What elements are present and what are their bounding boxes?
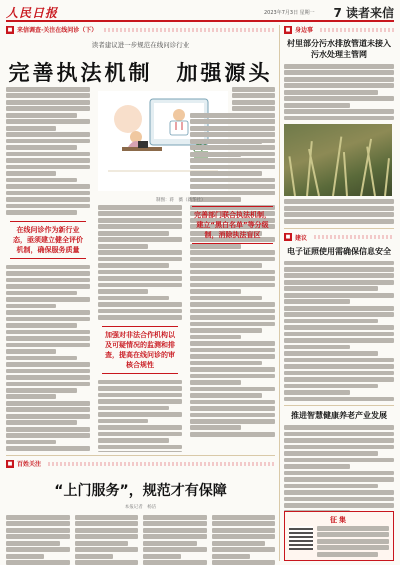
text-line <box>143 547 207 552</box>
text-line <box>6 323 77 328</box>
body-text-lines <box>75 515 139 565</box>
text-line <box>232 93 275 98</box>
text-line <box>317 552 378 557</box>
text-line <box>190 171 262 176</box>
text-line <box>190 348 275 353</box>
text-line <box>6 330 90 335</box>
text-line <box>98 380 182 385</box>
text-line <box>6 310 90 315</box>
text-line <box>190 367 275 372</box>
text-line <box>284 358 394 363</box>
text-line <box>6 554 44 559</box>
text-line <box>6 191 90 196</box>
text-line <box>284 338 394 343</box>
text-line <box>317 532 389 537</box>
text-line <box>317 526 389 531</box>
text-line <box>6 362 90 367</box>
text-line <box>143 554 181 559</box>
pull-quote-2: 完善部门联合执法机制，建立“黑白名单”等分级制，消除执法盲区 <box>192 206 273 244</box>
text-line <box>6 126 56 131</box>
text-line <box>190 289 241 294</box>
text-line <box>6 278 90 283</box>
text-line <box>284 299 350 304</box>
text-line <box>98 276 182 281</box>
text-line <box>98 231 169 236</box>
right-title-2: 电子证照使用需确保信息安全 <box>287 246 391 256</box>
text-line <box>284 351 378 356</box>
text-line <box>6 407 90 412</box>
text-line <box>98 270 182 275</box>
body-text-lines <box>6 515 70 565</box>
text-line <box>6 210 77 215</box>
text-line <box>284 312 394 317</box>
section-divider <box>104 28 275 32</box>
text-line <box>284 96 394 101</box>
text-line <box>190 387 275 392</box>
text-line <box>6 152 90 157</box>
text-line <box>212 534 276 539</box>
text-line <box>284 199 394 204</box>
text-line <box>284 116 394 121</box>
text-line <box>190 393 262 398</box>
text-line <box>6 265 90 270</box>
text-line <box>284 206 394 211</box>
text-line <box>284 325 394 330</box>
text-line <box>284 384 378 389</box>
text-line <box>6 100 90 105</box>
text-line <box>317 545 389 550</box>
text-line <box>284 319 378 324</box>
text-line <box>143 528 207 533</box>
text-line <box>98 432 182 437</box>
text-line <box>143 534 207 539</box>
text-line <box>143 521 207 526</box>
section-tag-2 <box>6 459 275 468</box>
text-line <box>284 432 394 437</box>
text-line <box>98 438 169 443</box>
text-line <box>6 297 90 302</box>
section-label-2: 百姓关注 <box>17 461 42 468</box>
notice-box <box>284 511 394 561</box>
pull-quote-1: 在线问诊作为新行业态，亟须建立健全评价机制，确保服务质量 <box>10 221 86 259</box>
text-line <box>190 263 262 268</box>
text-line <box>6 382 90 387</box>
text-line <box>75 541 129 546</box>
text-line <box>190 374 275 379</box>
text-line <box>6 139 90 144</box>
text-line <box>6 446 90 451</box>
text-line <box>98 399 182 404</box>
right-tag-1 <box>284 25 394 34</box>
text-line <box>212 521 276 526</box>
text-line <box>6 343 90 348</box>
section-mark-icon: ■ <box>7 26 13 33</box>
text-line <box>98 315 182 320</box>
text-column-1 <box>6 87 90 452</box>
text-line <box>284 273 394 278</box>
text-line <box>98 309 182 314</box>
text-line <box>6 541 60 546</box>
text-line <box>6 414 90 419</box>
text-line <box>6 521 70 526</box>
right-label-2: 建议 <box>295 234 308 242</box>
text-line <box>190 361 262 366</box>
text-line <box>6 271 90 276</box>
text-line <box>75 554 113 559</box>
text-line <box>284 451 378 456</box>
section-mark-icon: ■ <box>285 234 291 241</box>
body-text-lines <box>98 205 182 320</box>
text-line <box>284 477 394 482</box>
text-line <box>143 515 207 520</box>
text-line <box>6 560 70 565</box>
text-line <box>6 158 90 163</box>
text-line <box>284 458 394 463</box>
text-line <box>284 219 394 224</box>
text-line <box>190 296 262 301</box>
text-line <box>284 490 394 495</box>
text-line <box>6 515 70 520</box>
text-line <box>6 401 90 406</box>
section-tag <box>6 25 275 34</box>
text-line <box>212 547 276 552</box>
text-line <box>190 139 262 144</box>
text-line <box>75 534 139 539</box>
text-line <box>143 541 197 546</box>
text-line <box>6 106 90 111</box>
section-label: 来信调查·关注在线问诊（下） <box>17 27 98 34</box>
text-line <box>6 547 70 552</box>
text-line <box>284 280 394 285</box>
text-line <box>232 106 275 111</box>
text-line <box>190 191 275 196</box>
text-line <box>317 539 389 544</box>
text-line <box>6 165 90 170</box>
text-line <box>98 289 148 294</box>
text-line <box>6 178 77 183</box>
text-line <box>6 284 90 289</box>
text-line <box>6 336 90 341</box>
body-text-lines <box>284 199 394 223</box>
text-line <box>190 113 275 118</box>
text-line <box>284 464 350 469</box>
text-line <box>284 109 394 114</box>
text-line <box>190 145 275 150</box>
text-line <box>75 560 139 565</box>
text-line <box>6 427 90 432</box>
text-line <box>75 521 139 526</box>
text-line <box>284 286 378 291</box>
text-line <box>98 419 148 424</box>
text-line <box>98 224 182 229</box>
text-line <box>98 406 169 411</box>
text-line <box>190 354 275 359</box>
text-line <box>6 356 77 361</box>
body-text-lines <box>6 87 90 215</box>
text-line <box>190 309 275 314</box>
text-line <box>6 349 56 354</box>
text-line <box>284 293 394 298</box>
text-line <box>98 257 182 262</box>
text-line <box>284 103 350 108</box>
text-line <box>6 145 77 150</box>
text-line <box>284 364 394 369</box>
text-line <box>212 541 266 546</box>
text-line <box>284 471 394 476</box>
body-text-lines <box>98 380 182 452</box>
right-column <box>279 25 394 561</box>
text-line <box>284 390 350 395</box>
text-line <box>98 425 182 430</box>
right-title-3: 推进智慧健康养老产业发展 <box>291 411 387 421</box>
text-line <box>6 113 77 118</box>
text-line <box>190 158 275 163</box>
secondary-byline: 本报记者 杨洁 <box>124 505 157 510</box>
qr-code-icon <box>289 526 313 550</box>
text-line <box>232 100 275 105</box>
text-line <box>98 283 182 288</box>
text-line <box>284 64 394 69</box>
right-label-1: 身边事 <box>295 27 314 34</box>
text-line <box>6 394 56 399</box>
right-section-3 <box>284 410 394 527</box>
text-line <box>190 425 241 430</box>
text-line <box>284 77 394 82</box>
text-line <box>284 438 394 443</box>
text-line <box>75 547 139 552</box>
text-line <box>6 304 56 309</box>
article-headline: 完善执法机制 加强源头 <box>8 61 273 85</box>
text-line <box>190 413 275 418</box>
right-rule-1 <box>284 228 394 229</box>
text-line <box>284 345 350 350</box>
text-line <box>6 317 90 322</box>
text-line <box>98 263 169 268</box>
text-line <box>284 212 394 217</box>
text-line <box>6 369 90 374</box>
body-text-lines <box>284 64 394 120</box>
newspaper-logo: 人民日报 <box>6 6 59 20</box>
text-line <box>6 197 90 202</box>
text-line <box>190 322 275 327</box>
right-section-1 <box>284 25 394 224</box>
text-line <box>190 132 275 137</box>
text-line <box>6 440 56 445</box>
text-line <box>190 432 275 437</box>
text-line <box>98 296 169 301</box>
text-line <box>284 332 394 337</box>
notice-text <box>317 526 389 558</box>
page-number: 7 读者来信 <box>333 6 394 20</box>
text-line <box>190 315 275 320</box>
text-line <box>98 451 182 452</box>
text-line <box>190 165 275 170</box>
text-line <box>75 528 139 533</box>
text-line <box>190 283 275 288</box>
right-title-1: 村里部分污水排放管道未接入污水处理主管网 <box>287 39 391 59</box>
text-line <box>284 261 394 266</box>
text-line <box>190 184 275 189</box>
text-line <box>98 205 182 210</box>
text-line <box>284 425 394 430</box>
text-line <box>190 419 275 424</box>
text-line <box>212 515 276 520</box>
text-line <box>284 306 394 311</box>
text-line <box>284 503 394 508</box>
body-text-lines <box>190 113 275 202</box>
body-text-lines <box>6 265 90 452</box>
text-line <box>6 184 90 189</box>
text-line <box>212 528 276 533</box>
section-mark-icon: ■ <box>7 460 13 467</box>
text-line <box>6 388 77 393</box>
notice-title: 征集 <box>330 516 348 524</box>
text-line <box>190 406 275 411</box>
text-line <box>98 386 182 391</box>
text-line <box>232 87 275 92</box>
text-line <box>190 257 275 262</box>
text-line <box>284 445 394 450</box>
right-rule-2 <box>284 405 394 406</box>
text-line <box>190 119 275 124</box>
right-section-2 <box>284 233 394 402</box>
secondary-headline: “上门服务”，规范才有保障 <box>54 483 227 499</box>
secondary-body <box>6 515 275 565</box>
text-line <box>284 497 394 502</box>
text-line <box>98 218 182 223</box>
body-text-lines <box>284 261 394 402</box>
text-line <box>284 371 394 376</box>
illustration-caption: 制图：蒋 薇（新华社） <box>156 198 206 203</box>
text-line <box>98 445 182 450</box>
text-line <box>284 267 394 272</box>
text-line <box>6 420 77 425</box>
text-line <box>212 560 276 565</box>
text-line <box>98 393 182 398</box>
right-tag-2 <box>284 233 394 242</box>
text-line <box>190 178 275 183</box>
text-line <box>190 270 275 275</box>
issue-date: 2023年7月3日 星期一 <box>264 10 315 16</box>
text-line <box>190 152 241 157</box>
text-line <box>6 433 90 438</box>
section-mark-icon: ■ <box>285 26 291 33</box>
text-line <box>190 302 275 307</box>
text-line <box>190 276 275 281</box>
secondary-article <box>6 455 275 561</box>
text-column-2 <box>98 205 182 452</box>
text-line <box>284 377 394 382</box>
text-line <box>190 335 241 340</box>
text-line <box>190 380 241 385</box>
text-line <box>98 250 182 255</box>
body-text-lines <box>317 526 389 557</box>
text-line <box>6 132 90 137</box>
text-line <box>6 171 56 176</box>
upper-right-block <box>190 113 275 239</box>
main-article <box>6 25 275 455</box>
text-line <box>6 119 90 124</box>
text-line <box>190 250 275 255</box>
text-line <box>6 528 70 533</box>
text-line <box>143 560 207 565</box>
text-line <box>190 400 275 405</box>
text-line <box>6 204 90 209</box>
right-divider-1 <box>320 28 394 32</box>
right-divider-2 <box>314 235 394 239</box>
masthead <box>6 4 394 22</box>
text-line <box>6 87 90 92</box>
body-text-lines <box>212 515 276 565</box>
text-line <box>98 244 148 249</box>
text-line <box>6 375 90 380</box>
text-line <box>284 70 394 75</box>
text-line <box>284 83 394 88</box>
text-line <box>98 237 182 242</box>
body-text-lines <box>143 515 207 565</box>
text-line <box>6 291 77 296</box>
section-divider-2 <box>48 462 275 466</box>
article-kicker: 读者建议进一步规范在线问诊行业 <box>91 41 190 49</box>
text-line <box>212 554 250 559</box>
text-line <box>6 93 90 98</box>
text-line <box>284 90 378 95</box>
text-line <box>98 211 182 216</box>
text-line <box>98 302 182 307</box>
wastewater-photo <box>284 124 392 196</box>
text-line <box>190 341 275 346</box>
pull-quote-3: 加强对非法合作机构以及可疑情况的监测和排查，提高在线问诊的审核合规性 <box>102 326 178 374</box>
text-line <box>98 412 182 417</box>
text-line <box>75 515 139 520</box>
text-line <box>190 126 275 131</box>
text-line <box>6 534 70 539</box>
text-line <box>284 484 378 489</box>
text-line <box>190 244 241 249</box>
text-line <box>190 328 262 333</box>
text-line <box>284 397 394 402</box>
